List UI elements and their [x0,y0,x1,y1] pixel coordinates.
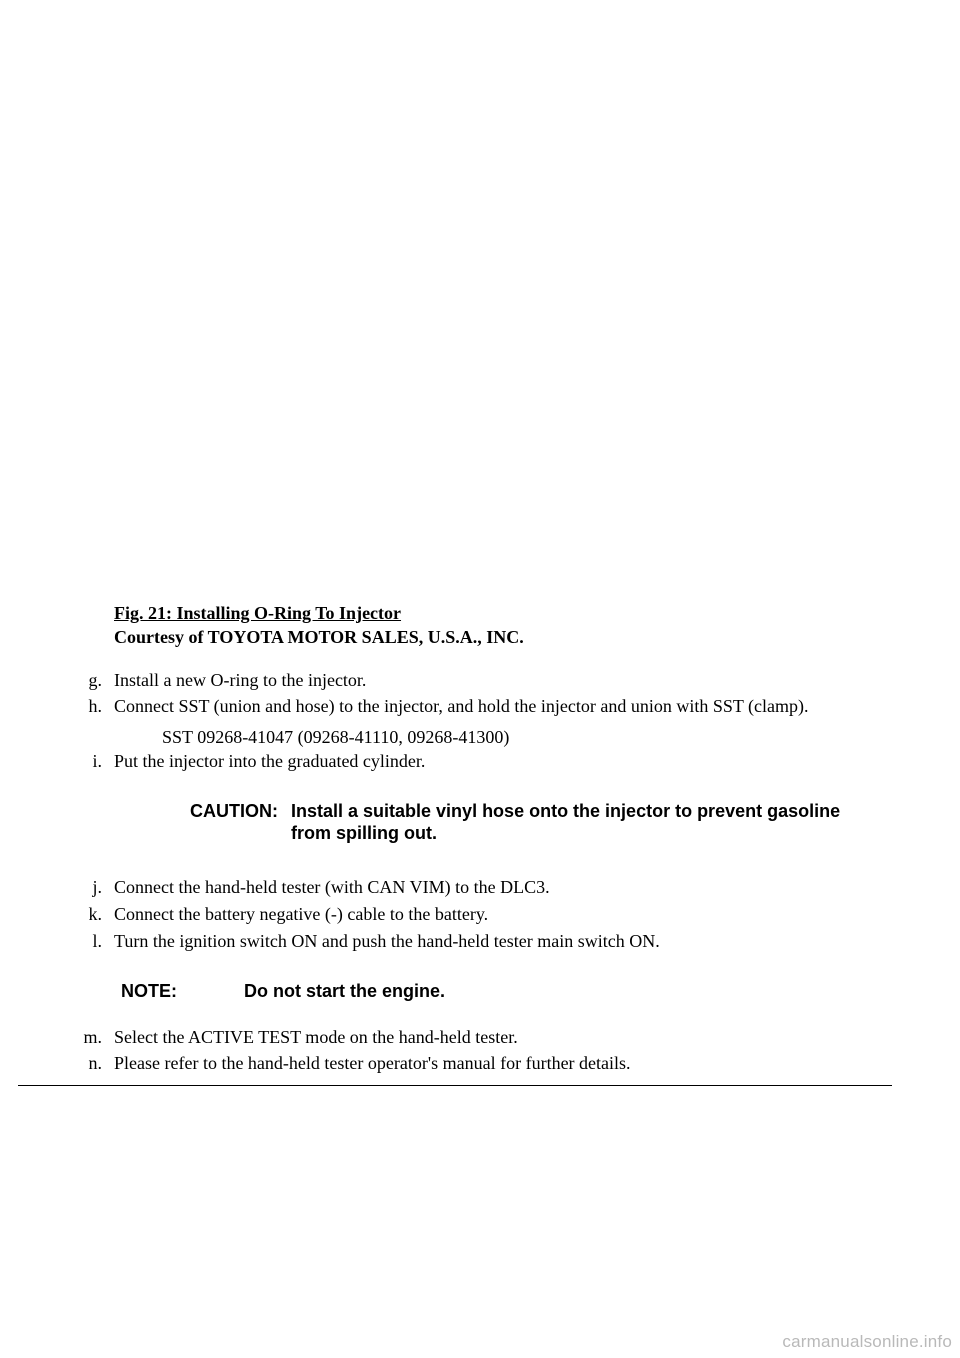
step-text: Connect the battery negative (-) cable to the battery. [114,904,489,924]
footer-divider [18,1085,892,1086]
step-letter: i. [92,751,102,771]
step-text: Install a new O-ring to the injector. [114,670,367,690]
step-text: Please refer to the hand-held tester operator's manual for further details. [114,1053,631,1073]
step-text: Turn the ignition switch ON and push the hand-held tester main switch ON. [114,931,660,951]
caution-line: from spilling out. [291,823,437,843]
step-letter: k. [88,904,102,924]
step-text: Select the ACTIVE TEST mode on the hand-held tester. [114,1027,518,1047]
figure-caption [114,601,524,649]
figure-credit: Courtesy of TOYOTA MOTOR SALES, U.S.A., INC. [114,627,524,647]
caution-text [291,800,911,844]
watermark: carmanualsonline.info [782,1332,952,1351]
note-text: Do not start the engine. [244,981,446,1001]
caution-line: Install a suitable vinyl hose onto the injector to prevent gasoline [291,801,841,821]
step-text: Put the injector into the graduated cylinder. [114,751,426,771]
step-letter: n. [88,1053,102,1073]
sst-line: SST 09268-41047 (09268-41110, 09268-41300) [162,727,510,747]
figure-area [0,0,960,590]
figure-title[interactable]: Fig. 21: Installing O-Ring To Injector [114,603,402,623]
note-label: NOTE: [121,981,177,1001]
step-text: Connect SST (union and hose) to the injector, and hold the injector and union with SST (clamp). [114,696,809,716]
step-letter: m. [83,1027,102,1047]
step-letter: g. [88,670,102,690]
step-text: Connect the hand-held tester (with CAN VIM) to the DLC3. [114,877,550,897]
step-letter: j. [92,877,102,897]
caution-label: CAUTION: [190,801,278,821]
step-letter: l. [92,931,102,951]
step-letter: h. [88,696,102,716]
